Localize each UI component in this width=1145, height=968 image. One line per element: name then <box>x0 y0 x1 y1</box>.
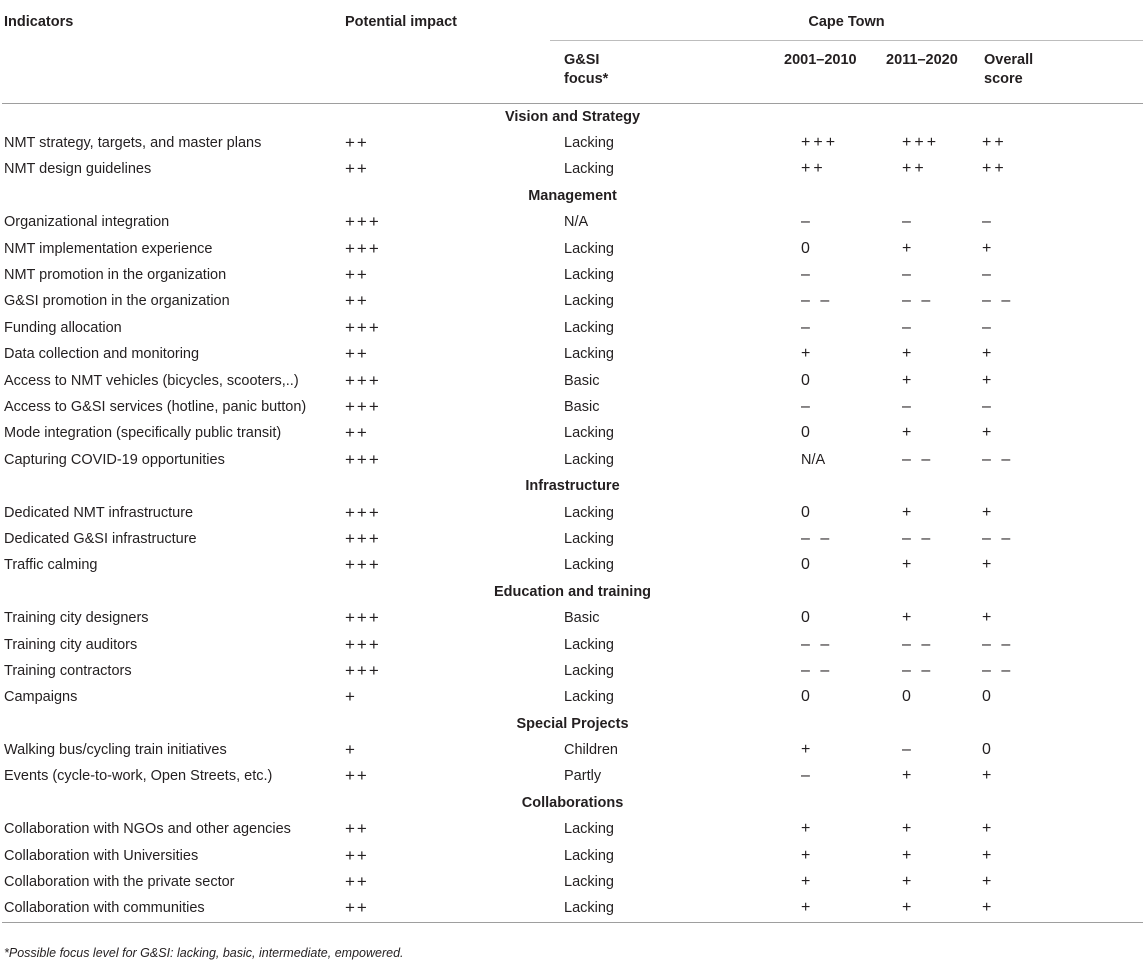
section-heading: Vision and Strategy <box>504 108 641 125</box>
gsi-focus-cell: Lacking <box>564 821 614 838</box>
indicator-cell: NMT strategy, targets, and master plans <box>4 135 262 152</box>
period-2001-2010-cell: 0 <box>801 688 813 706</box>
potential-impact-cell: ++ <box>345 819 369 839</box>
period-2011-2020-cell: + <box>902 609 915 627</box>
section-row <box>2 103 1143 130</box>
potential-impact-cell: ++ <box>345 344 369 364</box>
period-2011-2020-cell: + <box>902 767 915 785</box>
overall-score-cell: + <box>982 371 995 389</box>
gsi-focus-cell: Lacking <box>564 161 614 178</box>
indicator-cell: NMT design guidelines <box>4 161 152 178</box>
table-row <box>2 367 1143 393</box>
period-2001-2010-cell: +++ <box>801 134 839 152</box>
indicator-cell: Access to G&SI services (hotline, panic button) <box>4 398 307 415</box>
indicator-table <box>2 0 1143 923</box>
table-row <box>2 842 1143 868</box>
period-2011-2020-cell: – – <box>902 529 934 547</box>
period-2011-2020-cell: + <box>902 239 915 257</box>
period-2001-2010-cell: 0 <box>801 609 813 627</box>
indicator-cell: NMT promotion in the organization <box>4 267 227 284</box>
table-row <box>2 605 1143 631</box>
table-row <box>2 209 1143 235</box>
section-heading: Management <box>528 187 617 204</box>
table-row <box>2 156 1143 182</box>
period-2001-2010-cell: – <box>801 767 813 785</box>
gsi-focus-cell: Lacking <box>564 530 614 547</box>
indicator-cell: Access to NMT vehicles (bicycles, scooters,..) <box>4 372 299 389</box>
header-indicators: Indicators <box>4 14 74 30</box>
section-row <box>2 579 1143 605</box>
period-2001-2010-cell: 0 <box>801 424 813 442</box>
period-2011-2020-cell: +++ <box>902 134 940 152</box>
overall-score-cell: – – <box>982 529 1014 547</box>
table-row <box>2 394 1143 420</box>
gsi-focus-cell: Partly <box>564 768 602 785</box>
gsi-focus-cell: Lacking <box>564 847 614 864</box>
period-2011-2020-cell: 0 <box>902 688 914 706</box>
overall-score-cell: – – <box>982 661 1014 679</box>
section-row <box>2 790 1143 816</box>
overall-score-cell: – <box>982 397 994 415</box>
gsi-focus-cell: Lacking <box>564 135 614 152</box>
table-row <box>2 235 1143 261</box>
potential-impact-cell: + <box>345 740 357 760</box>
gsi-focus-cell: Lacking <box>564 557 614 574</box>
table-row <box>2 763 1143 789</box>
header-period-2001-2010: 2001–2010 <box>771 40 880 103</box>
overall-score-cell: 0 <box>982 741 994 759</box>
potential-impact-cell: +++ <box>345 634 381 654</box>
potential-impact-cell: ++ <box>345 766 369 786</box>
overall-score-cell: + <box>982 424 995 442</box>
indicator-cell: Training city auditors <box>4 636 138 653</box>
header-overall-score <box>982 40 1143 103</box>
potential-impact-cell: + <box>345 687 357 707</box>
gsi-focus-cell: Lacking <box>564 689 614 706</box>
period-2011-2020-cell: – – <box>902 450 934 468</box>
section-heading: Special Projects <box>516 715 629 732</box>
table-row <box>2 684 1143 710</box>
overall-score-cell: – – <box>982 635 1014 653</box>
period-2001-2010-cell: 0 <box>801 371 813 389</box>
overall-score-cell: – – <box>982 292 1014 310</box>
potential-impact-cell: +++ <box>345 238 381 258</box>
indicator-cell: Events (cycle-to-work, Open Streets, etc.) <box>4 768 273 785</box>
gsi-focus-cell: Lacking <box>564 267 614 284</box>
overall-score-cell: + <box>982 503 995 521</box>
header-indicators-spacer <box>2 40 345 103</box>
indicator-cell: G&SI promotion in the organization <box>4 293 230 310</box>
overall-score-cell: 0 <box>982 688 994 706</box>
indicator-cell: Traffic calming <box>4 557 98 574</box>
section-row <box>2 473 1143 499</box>
section-row <box>2 183 1143 209</box>
gsi-focus-cell: Lacking <box>550 895 771 922</box>
indicator-cell: Funding allocation <box>4 319 122 336</box>
header-overall-score-label: Overall score <box>984 51 1034 87</box>
indicator-cell: Campaigns <box>4 689 78 706</box>
potential-impact-cell: +++ <box>345 396 381 416</box>
section-heading: Collaborations <box>521 794 624 811</box>
indicator-cell: Training contractors <box>4 662 132 679</box>
overall-score-cell: + <box>982 609 995 627</box>
indicator-cell: Organizational integration <box>4 214 170 231</box>
overall-score-cell: – <box>982 213 994 231</box>
indicator-cell: Dedicated G&SI infrastructure <box>4 530 197 547</box>
potential-impact-cell: ++ <box>345 845 369 865</box>
table-header <box>2 0 1143 103</box>
period-2011-2020-cell: – <box>902 397 914 415</box>
overall-score-cell: – <box>982 266 994 284</box>
period-2001-2010-cell: + <box>801 345 814 363</box>
gsi-focus-cell: Lacking <box>564 425 614 442</box>
gsi-focus-cell: Lacking <box>564 662 614 679</box>
table-row <box>2 262 1143 288</box>
potential-impact-cell: +++ <box>345 660 381 680</box>
potential-impact-cell: ++ <box>345 872 369 892</box>
gsi-focus-cell: Lacking <box>564 451 614 468</box>
potential-impact-cell: +++ <box>345 212 381 232</box>
potential-impact-cell: +++ <box>345 608 381 628</box>
potential-impact-cell: ++ <box>345 159 369 179</box>
gsi-focus-cell: Children <box>564 742 618 759</box>
overall-score-cell: ++ <box>982 134 1007 152</box>
indicator-cell: Collaboration with Universities <box>4 847 199 864</box>
gsi-focus-cell: Basic <box>564 398 600 415</box>
period-2011-2020-cell: + <box>902 424 915 442</box>
gsi-focus-cell: Lacking <box>564 346 614 363</box>
period-2011-2020-cell: – – <box>902 661 934 679</box>
period-2001-2010-cell: 0 <box>801 239 813 257</box>
table-row <box>2 315 1143 341</box>
gsi-focus-cell: Basic <box>564 372 600 389</box>
table-row <box>2 341 1143 367</box>
period-2001-2010-cell: 0 <box>801 556 813 574</box>
period-2001-2010-cell: + <box>801 741 814 759</box>
period-2011-2020-cell: + <box>902 846 915 864</box>
overall-score-cell: – – <box>982 450 1014 468</box>
table-row <box>2 130 1143 156</box>
indicator-cell: Data collection and monitoring <box>4 346 200 363</box>
indicator-cell: Training city designers <box>4 610 149 627</box>
potential-impact-cell: +++ <box>345 370 381 390</box>
period-2001-2010-cell: – – <box>801 529 833 547</box>
gsi-focus-cell: Lacking <box>564 636 614 653</box>
indicator-cell: Walking bus/cycling train initiatives <box>4 742 227 759</box>
period-2011-2020-cell: – <box>902 741 914 759</box>
header-potential-impact: Potential impact <box>345 14 457 30</box>
potential-impact-cell: +++ <box>345 502 381 522</box>
overall-score-cell: + <box>982 767 995 785</box>
indicator-cell: Capturing COVID-19 opportunities <box>4 451 225 468</box>
potential-impact-cell: +++ <box>345 528 381 548</box>
header-city: Cape Town <box>550 0 1143 40</box>
overall-score-cell: + <box>982 345 995 363</box>
period-2011-2020-cell: – – <box>902 635 934 653</box>
period-2011-2020-cell: + <box>880 895 982 922</box>
period-2001-2010-cell: + <box>771 895 880 922</box>
period-2001-2010-cell: – <box>801 213 813 231</box>
table-row <box>2 420 1143 446</box>
table-row <box>2 658 1143 684</box>
overall-score-cell: + <box>982 239 995 257</box>
period-2001-2010-cell: – <box>801 266 813 284</box>
table-row <box>2 526 1143 552</box>
header-period-2011-2020: 2011–2020 <box>880 40 982 103</box>
indicator-cell: Collaboration with communities <box>2 895 345 922</box>
section-heading: Infrastructure <box>525 478 620 495</box>
period-2011-2020-cell: + <box>902 873 915 891</box>
potential-impact-cell: +++ <box>345 555 381 575</box>
overall-score-cell: + <box>982 820 995 838</box>
potential-impact-cell: ++ <box>345 423 369 443</box>
table-row <box>2 447 1143 473</box>
period-2001-2010-cell: – – <box>801 292 833 310</box>
header-gsi-focus-label: G&SI focus* <box>564 51 609 87</box>
potential-impact-cell: +++ <box>345 317 381 337</box>
gsi-focus-cell: Basic <box>564 610 600 627</box>
indicator-cell: NMT implementation experience <box>4 240 213 257</box>
overall-score-cell: + <box>982 556 995 574</box>
period-2011-2020-cell: – <box>902 318 914 336</box>
gsi-focus-cell: Lacking <box>564 874 614 891</box>
period-2001-2010-cell: 0 <box>801 503 813 521</box>
period-2001-2010-cell: + <box>801 820 814 838</box>
overall-score-cell: ++ <box>982 160 1007 178</box>
section-row <box>2 710 1143 736</box>
gsi-focus-cell: N/A <box>564 214 589 231</box>
overall-score-cell: + <box>982 846 995 864</box>
gsi-focus-cell: Lacking <box>564 293 614 310</box>
section-heading: Education and training <box>493 583 652 600</box>
gsi-focus-cell: Lacking <box>564 240 614 257</box>
period-2011-2020-cell: – <box>902 213 914 231</box>
header-potential-spacer <box>345 40 550 103</box>
period-2001-2010-cell: + <box>801 873 814 891</box>
table-row <box>2 737 1143 763</box>
table-row <box>2 895 1143 922</box>
period-2001-2010-cell: – <box>801 318 813 336</box>
overall-score-cell: + <box>982 895 1143 922</box>
period-2011-2020-cell: – <box>902 266 914 284</box>
period-2011-2020-cell: – – <box>902 292 934 310</box>
potential-impact-cell: ++ <box>345 265 369 285</box>
period-2001-2010-cell: – – <box>801 661 833 679</box>
potential-impact-cell: +++ <box>345 449 381 469</box>
table-row <box>2 499 1143 525</box>
table-row <box>2 552 1143 578</box>
period-2011-2020-cell: + <box>902 556 915 574</box>
period-2011-2020-cell: + <box>902 371 915 389</box>
period-2011-2020-cell: + <box>902 345 915 363</box>
period-2011-2020-cell: + <box>902 503 915 521</box>
header-gsi-focus <box>550 40 771 103</box>
table-footnote: *Possible focus level for G&SI: lacking, basic, intermediate, empowered. <box>4 946 404 960</box>
table-row <box>2 288 1143 314</box>
table-row <box>2 631 1143 657</box>
table-body <box>2 103 1143 922</box>
overall-score-cell: + <box>982 873 995 891</box>
potential-impact-cell: ++ <box>345 133 369 153</box>
indicator-cell: Collaboration with NGOs and other agencies <box>4 821 291 838</box>
potential-impact-cell: ++ <box>345 291 369 311</box>
table-row <box>2 816 1143 842</box>
gsi-focus-cell: Lacking <box>564 319 614 336</box>
period-2001-2010-cell: – – <box>801 635 833 653</box>
indicator-cell: Mode integration (specifically public transit) <box>4 425 282 442</box>
period-2001-2010-cell: N/A <box>801 451 826 468</box>
period-2001-2010-cell: – <box>801 397 813 415</box>
period-2001-2010-cell: ++ <box>801 160 826 178</box>
indicator-cell: Collaboration with the private sector <box>4 874 235 891</box>
period-2011-2020-cell: ++ <box>902 160 927 178</box>
table-row <box>2 869 1143 895</box>
gsi-focus-cell: Lacking <box>564 504 614 521</box>
indicator-cell: Dedicated NMT infrastructure <box>4 504 194 521</box>
overall-score-cell: – <box>982 318 994 336</box>
potential-impact-cell: ++ <box>345 895 550 922</box>
period-2001-2010-cell: + <box>801 846 814 864</box>
period-2011-2020-cell: + <box>902 820 915 838</box>
